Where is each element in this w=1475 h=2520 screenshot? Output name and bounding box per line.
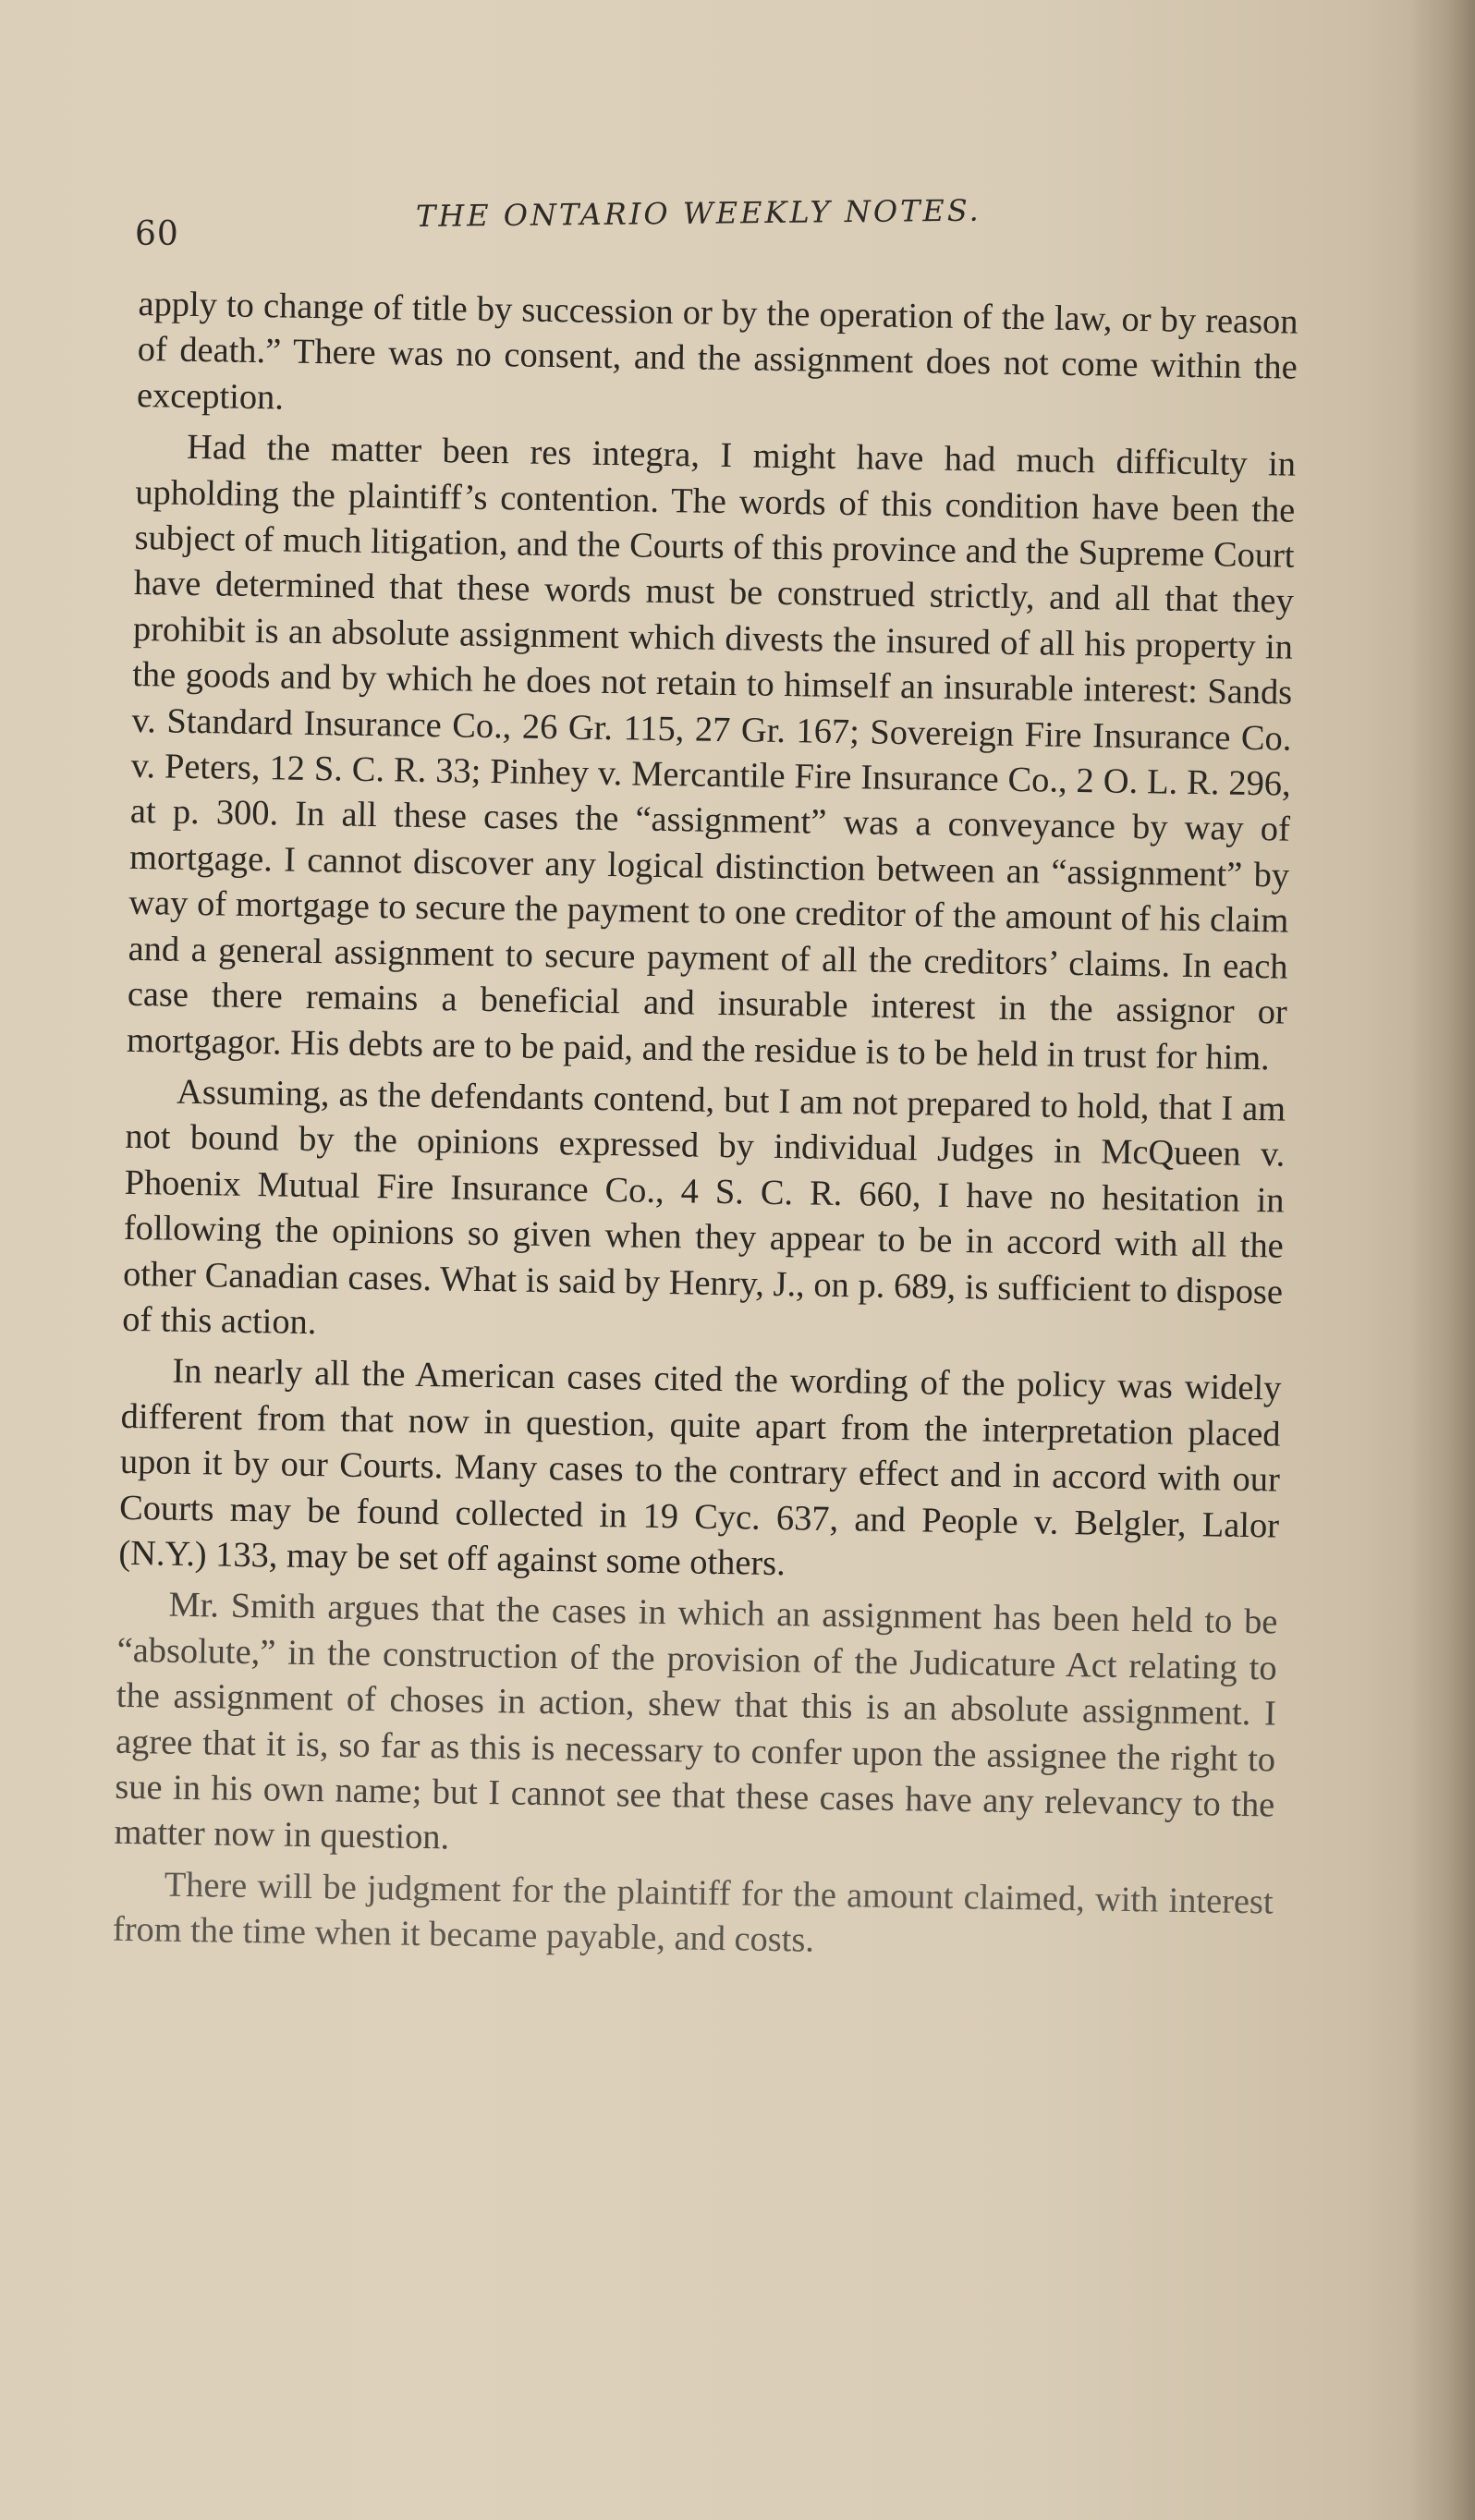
body-text [112, 282, 1298, 1977]
running-title: THE ONTARIO WEEKLY NOTES. [415, 192, 981, 234]
paragraph-5: Mr. Smith argues that the cases in which an assignment has been held to be “absolute,” in the construction of the provision of the Judicature Act relating to the assignment of choses in action, shew that this is an absolute assignment. I agree that it is, so far as this is necessary to confer upon the assignee the right to sue in his own name; but I cannot see that these cases have any relevancy to the matter now in question. [114, 1586, 1278, 1857]
paragraph-1: apply to change of title by succession or by the operation of the law, or by reason of death.” There was no consent, and the assignment does not come within the exception. [136, 284, 1298, 418]
paragraph-4: In nearly all the American cases cited the wording of the policy was widely different from that now in question, quite apart from the interpretation placed upon it by our Courts. Many cases to the contrary effect and in accord with our Courts may be found collected in 19 Cyc. 637, and People v. Belgler, Lalor (N.Y.) 133, may be set off against some others. [118, 1352, 1282, 1584]
binding-shadow [1410, 0, 1475, 2520]
page-header [129, 189, 1312, 253]
paragraph-3: Assuming, as the defendants contend, but I am not prepared to hold, that I am not bound by the opinions expressed by individual Judges in McQueen v. Phoenix Mutual Fire Insurance Co., 4 S. C. R. 660, I have no hesitation in following the opinions so given when they appear to be in accord with all the other Canadian cases. What is said by Henry, J., on p. 689, is sufficient to dispose of this action. [122, 1072, 1286, 1343]
paragraph-6: There will be judgment for the plaintiff for the amount claimed, with interest from the time when it became payable, and costs. [112, 1865, 1274, 1960]
paragraph-2: Had the matter been res integra, I might have had much difficulty in upholding the plaintiff’s contention. The words of this condition have been the subject of much litigation, and the Courts of this province and the Supreme Court have determined that these words must be construed strictly, and all that they prohibit is an absolute assignment which divests the insured of all his property in the goods and by which he does not retain to himself an insurable interest: Sands v. Standard Insurance Co., 26 Gr. 115, 27 Gr. 167; Sovereign Fire Insurance Co. v. Peters, 12 S. C. R. 33; Pinhey v. Mercantile Fire Insurance Co., 2 O. L. R. 296, at p. 300. In all these cases the “assignment” was a conveyance by way of mortgage. I cannot discover any logical distinction between an “assignment” by way of mortgage to secure the payment to one creditor of the amount of his claim and a general assignment to secure payment of all the creditors’ claims. In each case there remains a beneficial and insurable interest in the assignor or mortgagor. His debts are to be paid, and the residue is to be held in trust for him. [126, 428, 1297, 1077]
page-number: 60 [135, 215, 179, 253]
